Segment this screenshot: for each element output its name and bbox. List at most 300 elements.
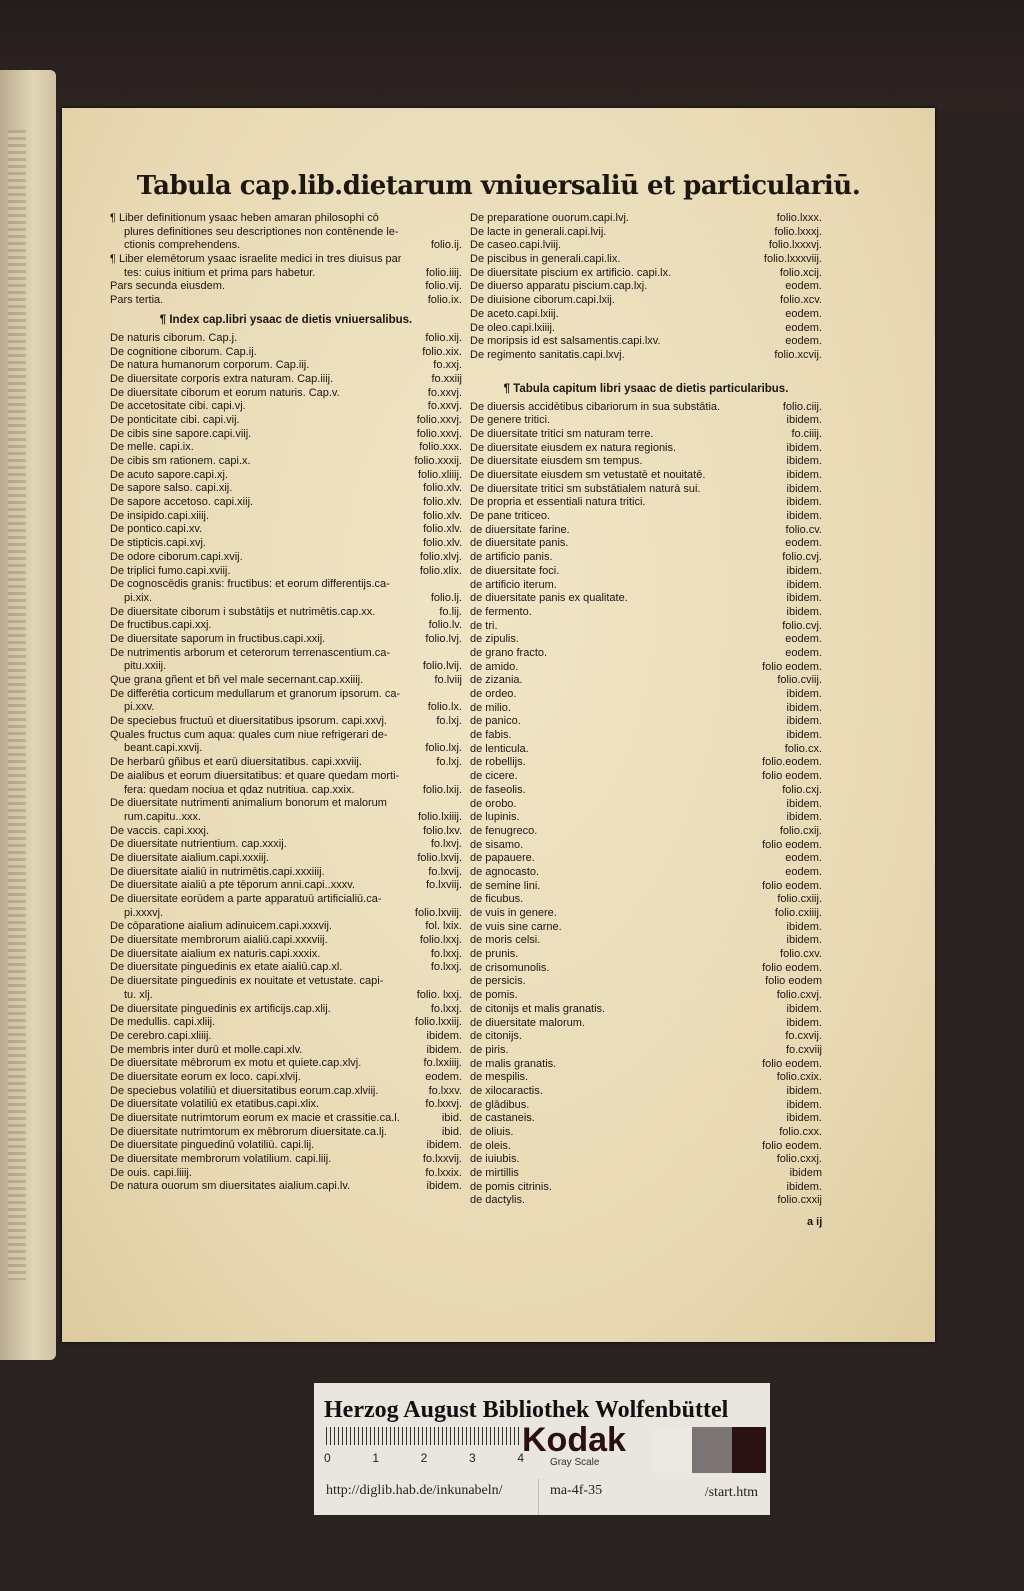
entry-folio: folio.xliiij. — [417, 468, 462, 481]
entry-title: de amido. — [470, 660, 519, 673]
entry-title: De diuersitate nutrientium. cap.xxxij. — [110, 838, 287, 851]
entry-folio: folio.lxviij. — [414, 906, 462, 919]
index-entry — [110, 1044, 462, 1058]
entry-title: de diuersitate malorum. — [470, 1016, 585, 1029]
page-title: Tabula cap.lib.dietarum vniuersaliū et particulariū. — [136, 171, 861, 201]
entry-folio: fo.lij. — [439, 605, 462, 618]
book-page — [62, 108, 935, 1342]
entry-folio: eodem. — [785, 646, 822, 659]
index-entry — [470, 401, 822, 415]
index-entry — [110, 770, 462, 784]
entry-title: de agnocasto. — [470, 865, 540, 878]
entry-folio: folio.cxix. — [776, 1071, 822, 1084]
entry-folio: fo.cxviij — [785, 1043, 822, 1056]
entry-title: de mirtillis — [470, 1167, 519, 1180]
entry-title: De diuersitate pinguedinis ex artificijs.cap.xlij. — [110, 1002, 331, 1015]
index-entry — [110, 1016, 462, 1030]
index-entry — [110, 346, 462, 360]
entry-folio: folio.xcv. — [780, 294, 822, 307]
entry-folio: fo.lxvij. — [428, 865, 462, 878]
entry-title: tes: cuius initium et prima pars habetur. — [124, 266, 316, 279]
entry-title: ¶ Liber definitionum ysaac heben amaran philosophi cō — [110, 212, 379, 224]
entry-title: De insipido.capi.xiiij. — [110, 509, 210, 522]
entry-folio: folio.xxvj. — [416, 413, 462, 426]
entry-title: De diuersitate piscium ex artificio. capi.lx. — [470, 266, 672, 279]
entry-title: De accetositate cibi. capi.vj. — [110, 400, 246, 413]
entry-title: De genere tritici. — [470, 414, 551, 427]
index-entry — [110, 510, 462, 524]
entry-folio: ibidem. — [786, 920, 822, 933]
entry-title: pitu.xxiij. — [124, 660, 167, 673]
entry-title: De pontico.capi.xv. — [110, 523, 203, 536]
index-entry — [110, 400, 462, 414]
entry-title: de castaneis. — [470, 1112, 535, 1125]
entry-title: De diuersitate eiusdem sm vetustatē et nouitatē. — [470, 469, 706, 481]
entry-folio — [456, 212, 462, 226]
index-entry — [470, 1003, 822, 1017]
index-entry — [470, 579, 822, 593]
entry-title: De diuersitate pinguedinū volatiliū. capi.lij. — [110, 1139, 315, 1152]
entry-folio: fo.lxxvj. — [425, 1098, 462, 1111]
entry-folio: ibidem. — [786, 578, 822, 591]
entry-title: De nutrimentis arborum et ceterorum terrenascentium.ca- — [110, 646, 390, 659]
entry-title: De cōparatione aialium adinuicem.capi.xxxvij. — [110, 920, 332, 933]
entry-title: De triplici fumo.capi.xviij. — [110, 564, 231, 577]
entry-folio: folio.cvj. — [782, 619, 822, 632]
entry-folio: fol. lxix. — [425, 920, 462, 933]
entry-folio: folio.ij. — [430, 239, 462, 252]
entry-folio: folio.lxxxvj. — [768, 239, 822, 252]
entry-title: De diuersitate pinguedinis ex nouitate et vetustate. capi- — [110, 975, 384, 988]
entry-title: de fenugreco. — [470, 824, 538, 837]
entry-folio: folio.xlv. — [423, 482, 462, 495]
index-entry — [110, 1180, 462, 1194]
library-name: Herzog August Bibliothek Wolfenbüttel — [324, 1397, 729, 1423]
entry-title: de persicis. — [470, 975, 526, 988]
entry-folio: fo.xxvj. — [427, 386, 462, 399]
index-entry — [110, 1139, 462, 1153]
index-entry — [110, 756, 462, 770]
entry-title: De diuersitate aialiū in nutrimētis.capi.xxxiiij. — [110, 865, 325, 878]
entry-folio: fo.lxviij. — [425, 879, 462, 892]
entry-folio: ibidem. — [786, 1084, 822, 1097]
index-entry — [470, 811, 822, 825]
entry-folio: fo.xxiij — [431, 372, 462, 385]
index-entry — [470, 893, 822, 907]
entry-title: de vuis in genere. — [470, 907, 557, 919]
entry-folio: ibidem. — [786, 1098, 822, 1111]
entry-title: De cognitione ciborum. Cap.ij. — [110, 345, 257, 358]
index-entry — [110, 1098, 462, 1112]
entry-folio: folio. lxxj. — [416, 988, 462, 1001]
index-entry — [470, 989, 822, 1003]
index-entry — [470, 1181, 822, 1195]
index-entry — [110, 1112, 462, 1126]
ruler-number: 4 — [517, 1451, 524, 1465]
entry-title: De diuersitate aialium ex naturis.capi.xxxix. — [110, 947, 321, 960]
index-entry — [470, 839, 822, 853]
entry-title: de diuersitate panis. — [470, 537, 569, 550]
index-entry — [110, 715, 462, 729]
entry-folio: eodem. — [425, 1070, 462, 1083]
entry-title: De speciebus fructuū et diuersitatibus ipsorum. capi.xxvj. — [110, 715, 387, 728]
entry-title: De diuersitate mēbrorum ex motu et quiete.cap.xlvj. — [110, 1057, 362, 1070]
entry-folio: fo.lxj. — [436, 756, 462, 769]
entry-folio — [456, 797, 462, 811]
entry-title: de diuersitate panis ex qualitate. — [470, 592, 628, 605]
index-entry — [470, 212, 822, 226]
entry-title: De cibis sine sapore.capi.viij. — [110, 427, 252, 440]
entry-title: De aialibus et eorum diuersitatibus: et quare quedam morti- — [110, 769, 400, 782]
entry-title: de papauere. — [470, 852, 535, 865]
entry-folio: ibidem. — [426, 1043, 462, 1056]
index-entry — [470, 1167, 822, 1181]
entry-folio: folio.cx. — [784, 742, 822, 755]
index-entry — [470, 866, 822, 880]
entry-folio: eodem. — [785, 335, 822, 348]
index-entry — [110, 907, 462, 921]
index-entry — [470, 934, 822, 948]
entry-title: de milio. — [470, 701, 511, 714]
entry-title: de robellijs. — [470, 756, 526, 769]
entry-title: De diuersitate tritici sm naturam terre. — [470, 427, 654, 440]
ruler-number: 3 — [468, 1451, 476, 1465]
index-entry — [110, 455, 462, 469]
index-entry — [470, 620, 822, 634]
entry-title: beant.capi.xxvij. — [124, 742, 203, 755]
entry-folio: folio.lxj. — [425, 742, 462, 755]
entry-title: de citonijs et malis granatis. — [470, 1002, 606, 1015]
entry-folio: folio.xij. — [425, 331, 462, 344]
index-entry — [110, 701, 462, 715]
entry-title: pi.xxxvj. — [124, 906, 164, 919]
index-entry — [110, 784, 462, 798]
gray-swatch-mid — [692, 1427, 732, 1473]
entry-folio: folio.cxvj. — [776, 989, 822, 1002]
index-entry — [470, 907, 822, 921]
index-entry — [470, 239, 822, 253]
entry-title: de ordeo. — [470, 688, 517, 700]
entry-folio: fo.lxvj. — [430, 838, 462, 851]
entry-folio: fo.lxxiiij. — [423, 1057, 462, 1070]
entry-title: de semine lini. — [470, 879, 541, 892]
entry-folio: fo.lxxix. — [425, 1166, 462, 1179]
entry-title: De acuto sapore.capi.xj. — [110, 468, 229, 481]
divider — [538, 1479, 539, 1515]
entry-title: de dactylis. — [470, 1194, 526, 1207]
entry-title: ctionis comprehendens. — [124, 239, 241, 252]
entry-folio: ibidem. — [786, 688, 822, 700]
entry-folio: fo.cxvij. — [785, 1030, 822, 1043]
index-entry — [110, 253, 462, 267]
index-entry — [470, 496, 822, 510]
index-entry — [110, 428, 462, 442]
entry-folio: fo.lxxv. — [428, 1084, 462, 1097]
index-entry — [110, 674, 462, 688]
index-entry — [110, 920, 462, 934]
entry-folio: folio.xlvj. — [419, 550, 462, 563]
entry-folio: folio.ix. — [427, 294, 462, 307]
entry-title: De diuersitate tritici sm substātialem naturā sui. — [470, 482, 701, 495]
adjacent-page-edge — [0, 70, 56, 1360]
index-entry — [470, 729, 822, 743]
index-entry — [470, 483, 822, 497]
entry-folio: eodem. — [785, 633, 822, 646]
entry-folio: folio.xxvj. — [416, 427, 462, 440]
index-entry — [470, 633, 822, 647]
entry-folio: folio.cxxij — [777, 1194, 822, 1207]
start-page: /start.htm — [704, 1485, 758, 1500]
entry-folio: folio.lxv. — [423, 824, 462, 837]
entry-title: De pane triticeo. — [470, 510, 551, 523]
entry-folio: ibidem. — [786, 1180, 822, 1193]
index-entry — [470, 253, 822, 267]
entry-folio — [456, 729, 462, 743]
index-entry — [470, 551, 822, 565]
entry-folio: ibidem. — [786, 1002, 822, 1015]
index-entry — [110, 239, 462, 253]
entry-title: Pars secunda eiusdem. — [110, 280, 225, 293]
entry-title: De sapore accetoso. capi.xiij. — [110, 496, 254, 509]
entry-folio: ibidem. — [786, 469, 822, 481]
entry-title: De preparatione ouorum.capi.lvj. — [470, 212, 629, 224]
entry-folio: folio eodem. — [762, 879, 822, 892]
entry-title: De differētia corticum medullarum et granorum ipsorum. ca- — [110, 687, 401, 700]
entry-folio: folio.xcij. — [779, 266, 822, 279]
entry-folio: ibidem. — [786, 482, 822, 495]
entry-folio: eodem. — [785, 865, 822, 878]
index-entry — [470, 756, 822, 770]
entry-title: De diuersitate saporum in fructibus.capi.xxij. — [110, 632, 326, 645]
index-entry — [470, 880, 822, 894]
entry-folio: folio.eodem. — [762, 756, 822, 769]
entry-folio: folio.xix. — [422, 345, 462, 358]
entry-folio: ibidem. — [786, 605, 822, 618]
entry-title: de zizania. — [470, 674, 523, 687]
entry-title: de moris celsi. — [470, 934, 541, 947]
entry-folio: folio.lxxj. — [419, 934, 462, 947]
entry-title: Quales fructus cum aqua: quales cum niue refrigerari de- — [110, 728, 388, 741]
index-entry — [470, 510, 822, 524]
entry-title: De speciebus volatiliū et diuersitatibus eorum.cap.xlviij. — [110, 1084, 379, 1097]
entry-title: De ouis. capi.liiij. — [110, 1166, 192, 1179]
index-entry — [110, 496, 462, 510]
color-target-card — [314, 1383, 770, 1515]
index-entry — [470, 1030, 822, 1044]
index-entry — [110, 948, 462, 962]
entry-title: De diuersitate nutrimenti animalium bonorum et malorum — [110, 797, 387, 810]
entry-title: De caseo.capi.lviij. — [470, 239, 562, 252]
index-entry — [470, 1099, 822, 1113]
entry-title: De diuisione ciborum.capi.lxij. — [470, 294, 615, 307]
entry-folio: ibidem — [789, 1167, 822, 1180]
entry-folio: ibid. — [441, 1112, 462, 1124]
entry-folio: fo.lxj. — [436, 715, 462, 728]
entry-folio: folio.xxxij. — [414, 455, 462, 467]
signature-mark: a ij — [807, 1216, 823, 1228]
entry-title: De lacte in generali.capi.lvij. — [470, 225, 607, 238]
entry-folio: eodem. — [785, 852, 822, 865]
index-entry — [470, 1085, 822, 1099]
entry-folio: folio.lxxxviij. — [763, 253, 822, 266]
right-column — [470, 212, 822, 1208]
kodak-logo: Kodak — [522, 1421, 626, 1459]
entry-title: de faseolis. — [470, 783, 526, 796]
entry-title: De diuerso apparatu piscium.cap.lxj. — [470, 280, 648, 293]
entry-folio: folio eodem. — [762, 1139, 822, 1152]
entry-folio: ibidem. — [426, 1180, 462, 1193]
index-entry — [110, 1153, 462, 1167]
index-entry — [110, 619, 462, 633]
index-entry — [470, 1194, 822, 1208]
entry-title: de panico. — [470, 715, 521, 728]
entry-title: De diuersitate eorum ex loco. capi.xlvij. — [110, 1070, 301, 1083]
entry-folio: folio.lxvij. — [417, 851, 462, 864]
entry-title: De diuersis accidētibus cibariorum in sua substātia. — [470, 400, 721, 413]
index-entry — [470, 674, 822, 688]
index-entry — [470, 962, 822, 976]
index-entry — [110, 359, 462, 373]
entry-folio: folio.lx. — [427, 701, 462, 714]
ruler — [326, 1427, 522, 1445]
entry-title: ¶ Liber elemētorum ysaac israelite medici in tres diuisus par — [110, 253, 402, 266]
entry-folio: folio.cxj. — [782, 783, 822, 796]
index-entry — [110, 866, 462, 880]
ruler-number: 2 — [420, 1451, 428, 1465]
entry-folio: folio.xlv. — [423, 537, 462, 550]
entry-folio — [456, 893, 462, 907]
entry-title: De diuersitate aialium.capi.xxxiij. — [110, 851, 269, 864]
entry-title: De cibis sm rationem. capi.x. — [110, 455, 251, 467]
index-entry — [470, 335, 822, 349]
entry-title: De diuersitate corporis extra naturam. Cap.iiij. — [110, 372, 334, 385]
gray-scale-label: Gray Scale — [550, 1457, 600, 1468]
index-entry — [470, 349, 822, 363]
index-entry — [110, 565, 462, 579]
entry-title: De diuersitate membrorum volatilium. capi.liij. — [110, 1153, 332, 1166]
entry-folio: ibidem. — [786, 414, 822, 427]
entry-folio: eodem. — [785, 537, 822, 550]
index-entry — [110, 294, 462, 308]
entry-folio: folio.xxx. — [419, 441, 462, 454]
ruler-number: 0 — [324, 1451, 331, 1465]
ruler-numbers — [324, 1451, 524, 1465]
entry-folio: folio.xlv. — [423, 523, 462, 536]
entry-title: De medullis. capi.xliij. — [110, 1016, 216, 1029]
entry-title: De ponticitate cibi. capi.vij. — [110, 413, 240, 426]
index-entry — [110, 989, 462, 1003]
index-entry — [470, 784, 822, 798]
entry-title: De cognoscēdis granis: fructibus: et eorum differentijs.ca- — [110, 578, 390, 591]
entry-title: De diuersitate aialiū a pte tēporum anni.capi..xxxv. — [110, 879, 355, 892]
entry-title: de glādibus. — [470, 1098, 530, 1111]
index-entry — [110, 226, 462, 240]
entry-folio: folio.xlv. — [423, 509, 462, 522]
entry-title: de mespilis. — [470, 1071, 529, 1084]
index-entry — [110, 414, 462, 428]
spacer — [470, 363, 822, 377]
entry-folio: folio eodem. — [762, 961, 822, 974]
index-entry — [470, 1071, 822, 1085]
entry-folio: ibidem. — [426, 1139, 462, 1152]
entry-folio: ibidem. — [786, 1112, 822, 1125]
index-entry — [470, 1126, 822, 1140]
index-entry — [110, 537, 462, 551]
index-entry — [470, 1153, 822, 1167]
index-entry — [110, 373, 462, 387]
entry-title: de pomis citrinis. — [470, 1180, 552, 1193]
entry-title: de diuersitate foci. — [470, 564, 560, 577]
index-entry — [470, 715, 822, 729]
index-entry — [470, 226, 822, 240]
entry-folio: folio.xlix. — [419, 564, 462, 577]
entry-title: pi.xix. — [124, 591, 153, 604]
gray-swatch-white — [652, 1427, 692, 1473]
entry-folio: fo.lxxvij. — [422, 1153, 462, 1166]
page-edge-text — [8, 130, 26, 1280]
entry-folio: folio.cxv. — [780, 948, 822, 961]
entry-folio — [456, 226, 462, 240]
index-entry — [110, 523, 462, 537]
entry-title: De natura humanorum corporum. Cap.iij. — [110, 359, 310, 372]
entry-folio: folio.lxiiij. — [417, 810, 462, 823]
index-entry — [470, 308, 822, 322]
entry-title: De diuersitate nutrimtorum eorum ex macie et crassitie.ca.l. — [110, 1112, 400, 1124]
entry-folio — [456, 975, 462, 989]
entry-folio: ibidem. — [786, 1016, 822, 1029]
index-entry — [470, 592, 822, 606]
entry-folio: ibidem. — [786, 729, 822, 742]
entry-folio: ibidem. — [786, 496, 822, 509]
index-entry — [110, 469, 462, 483]
index-entry — [110, 660, 462, 674]
index-entry — [110, 825, 462, 839]
entry-title: rum.capitu..xxx. — [124, 810, 202, 823]
entry-title: De fructibus.capi.xxj. — [110, 619, 212, 632]
entry-title: plures definitiones seu descriptiones non contēnende le- — [124, 225, 399, 238]
index-entry — [470, 414, 822, 428]
entry-title: de artificio iterum. — [470, 578, 557, 591]
entry-folio: folio eodem. — [762, 1057, 822, 1070]
index-entry — [110, 1126, 462, 1140]
entry-title: De membris inter durū et molle.capi.xlv. — [110, 1043, 303, 1056]
entry-title: De diuersitate eiusdem ex natura regionis. — [470, 441, 677, 454]
index-entry — [470, 565, 822, 579]
entry-folio: folio.cxiij. — [777, 893, 822, 906]
entry-folio: folio eodem. — [762, 838, 822, 851]
entry-folio: fo.lviij — [434, 674, 462, 686]
entry-folio: fo.ciiij. — [791, 427, 822, 440]
entry-folio: folio.cxij. — [779, 824, 822, 837]
entry-folio: folio.lvij. — [422, 660, 462, 673]
index-entry — [470, 469, 822, 483]
entry-folio: fo.xxj. — [433, 359, 462, 372]
entry-folio: folio.ciij. — [782, 400, 822, 413]
entry-title: De stipticis.capi.xvj. — [110, 537, 206, 550]
entry-folio: fo.xxvj. — [427, 400, 462, 413]
entry-title: de pomis. — [470, 989, 518, 1002]
entry-title: De diuersitate ciborum i substātijs et nutrimētis.cap.xx. — [110, 605, 376, 618]
entry-folio: folio.lv. — [428, 619, 462, 632]
entry-folio: folio eodem. — [762, 770, 822, 783]
entry-folio: ibidem. — [786, 811, 822, 824]
index-entry — [110, 729, 462, 743]
entry-folio: eodem. — [785, 307, 822, 320]
entry-title: De diuersitate ciborum et eorum naturis. Cap.v. — [110, 386, 340, 399]
entry-folio: folio.cv. — [785, 523, 822, 536]
entry-title: De piscibus in generali.capi.lix. — [470, 253, 621, 266]
index-entry — [110, 688, 462, 702]
